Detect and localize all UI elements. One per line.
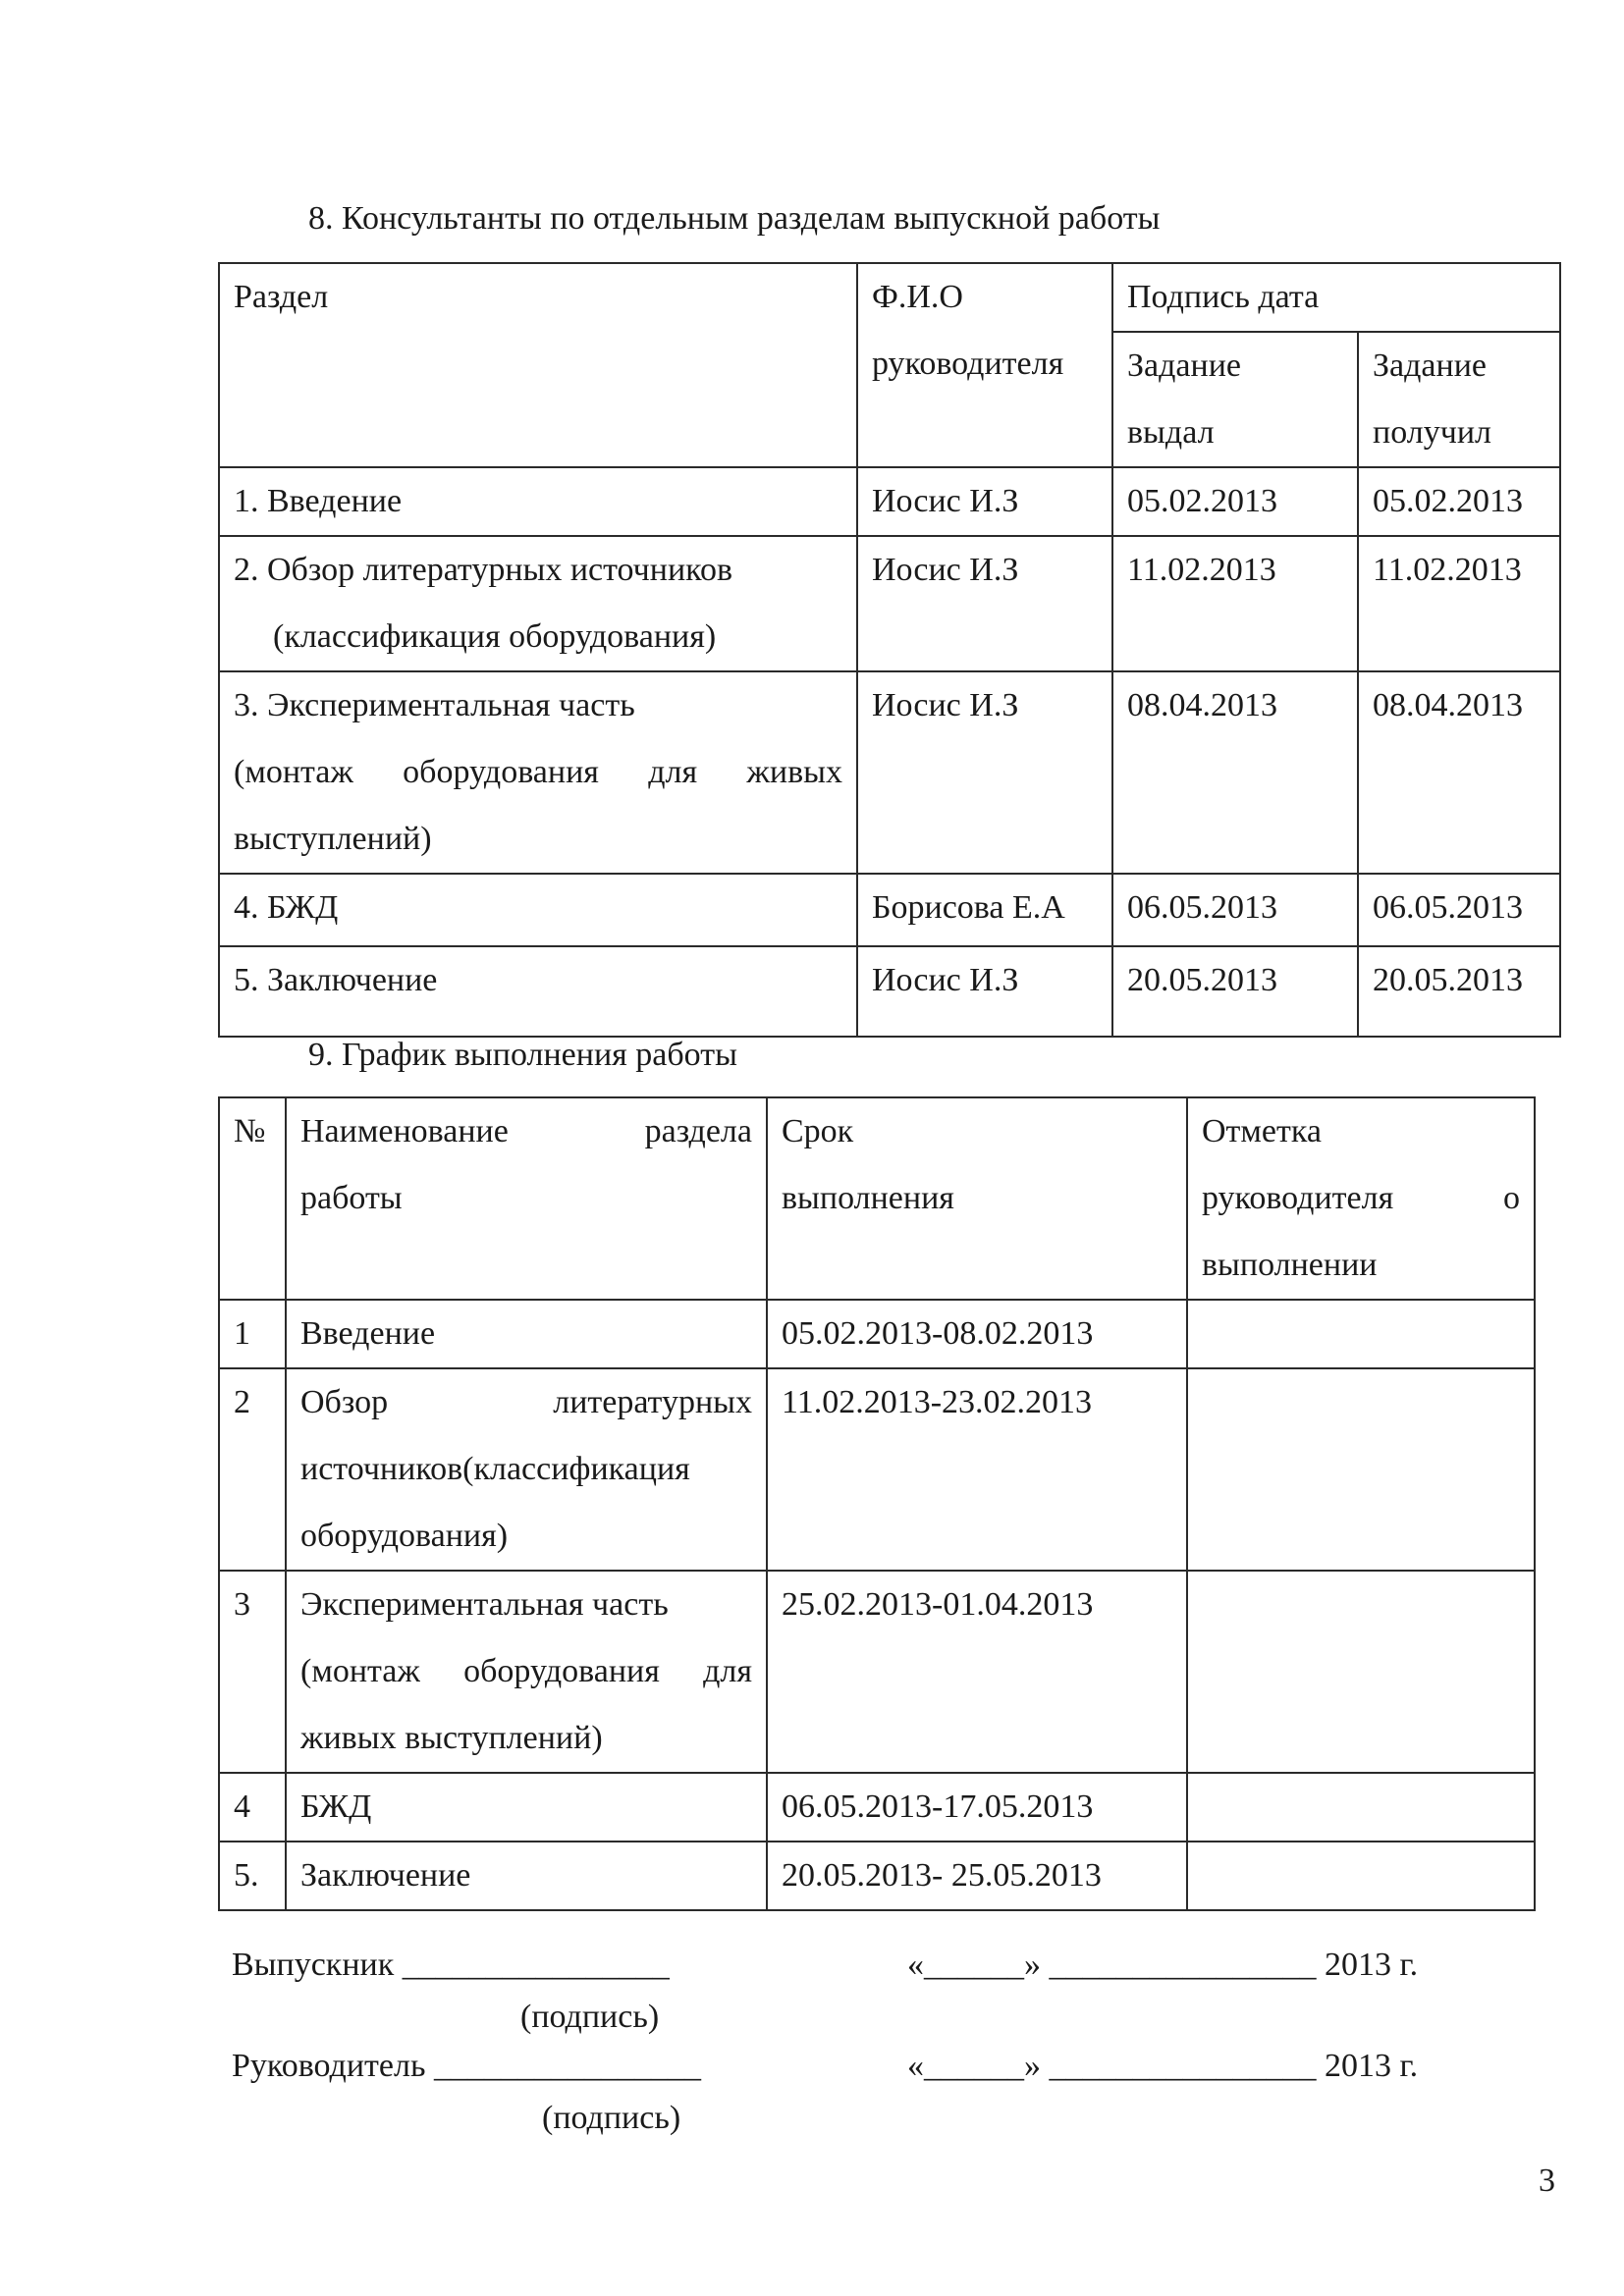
fio-cell: Иосис И.З (857, 946, 1112, 1037)
term-cell: 20.05.2013- 25.05.2013 (767, 1842, 1187, 1910)
name-line: (монтаж оборудования для (300, 1653, 752, 1689)
header-num: № (219, 1097, 286, 1300)
header-term (767, 1097, 1187, 1300)
graduate-signature-caption: (подпись) (520, 1999, 660, 2035)
term-cell: 06.05.2013-17.05.2013 (767, 1773, 1187, 1842)
name-cell: БЖД (286, 1773, 767, 1842)
fio-cell: Иосис И.З (857, 536, 1112, 671)
num-cell: 3 (219, 1571, 286, 1773)
name-cell: Введение (286, 1300, 767, 1368)
name-line: Обзор литературных (300, 1384, 752, 1420)
header-section: Раздел (219, 263, 857, 467)
table-row (219, 1773, 1535, 1842)
schedule-header-row (219, 1097, 1535, 1300)
issued-cell: 05.02.2013 (1112, 467, 1358, 536)
header-received-line2: получил (1373, 414, 1491, 451)
received-cell: 11.02.2013 (1358, 536, 1560, 671)
header-term-line2: выполнения (782, 1180, 954, 1216)
table-row (219, 874, 1560, 946)
received-cell: 08.04.2013 (1358, 671, 1560, 874)
header-fio-line2: руководителя (872, 346, 1064, 382)
section-line: 3. Экспериментальная часть (234, 687, 635, 723)
mark-cell (1187, 1571, 1535, 1773)
fio-cell: Иосис И.З (857, 671, 1112, 874)
header-name (286, 1097, 767, 1300)
schedule-table (218, 1096, 1536, 1911)
header-mark (1187, 1097, 1535, 1300)
header-fio-line1: Ф.И.О (872, 279, 963, 315)
supervisor-signature-line: Руководитель ________________ (232, 2048, 701, 2084)
section-cell: 1. Введение (219, 467, 857, 536)
fio-cell: Иосис И.З (857, 467, 1112, 536)
header-issued-line2: выдал (1127, 414, 1215, 451)
section-cell (219, 536, 857, 671)
mark-cell (1187, 1300, 1535, 1368)
table-row (219, 536, 1560, 671)
consultants-table (218, 262, 1561, 1038)
section-8-title: 8. Консультанты по отдельным разделам выпускной работы (308, 200, 1161, 237)
name-line: Экспериментальная часть (300, 1586, 669, 1623)
header-name-line2: работы (300, 1180, 403, 1216)
mark-cell (1187, 1842, 1535, 1910)
table-row (219, 671, 1560, 874)
name-line: живых выступлений) (300, 1720, 603, 1756)
table-row (219, 946, 1560, 1037)
table-row (219, 1368, 1535, 1571)
term-cell: 05.02.2013-08.02.2013 (767, 1300, 1187, 1368)
section-line: 2. Обзор литературных источников (234, 552, 733, 588)
header-issued-line1: Задание (1127, 347, 1241, 384)
section-line: (классификация оборудования) (273, 618, 717, 655)
name-line: источников(классификация (300, 1451, 690, 1487)
graduate-signature-line: Выпускник ________________ (232, 1947, 670, 1983)
name-cell (286, 1368, 767, 1571)
section-cell (219, 671, 857, 874)
header-fio (857, 263, 1112, 467)
fio-cell: Борисова Е.А (857, 874, 1112, 946)
num-cell: 1 (219, 1300, 286, 1368)
table-row (219, 1842, 1535, 1910)
mark-cell (1187, 1368, 1535, 1571)
section-cell: 4. БЖД (219, 874, 857, 946)
header-mark-line1: Отметка (1202, 1113, 1322, 1149)
page-number: 3 (1539, 2163, 1555, 2199)
name-line: оборудования) (300, 1518, 509, 1554)
issued-cell: 11.02.2013 (1112, 536, 1358, 671)
term-cell: 25.02.2013-01.04.2013 (767, 1571, 1187, 1773)
name-cell: Заключение (286, 1842, 767, 1910)
mark-cell (1187, 1773, 1535, 1842)
num-cell: 5. (219, 1842, 286, 1910)
header-signature-date: Подпись дата (1112, 263, 1560, 332)
supervisor-signature-caption: (подпись) (542, 2100, 681, 2136)
section-9-title: 9. График выполнения работы (308, 1037, 737, 1073)
num-cell: 2 (219, 1368, 286, 1571)
header-issued (1112, 332, 1358, 467)
issued-cell: 06.05.2013 (1112, 874, 1358, 946)
section-line: (монтаж оборудования для живых (234, 754, 842, 790)
num-cell: 4 (219, 1773, 286, 1842)
header-mark-line2: руководителя о (1202, 1180, 1520, 1216)
section-line: выступлений) (234, 821, 432, 857)
name-cell (286, 1571, 767, 1773)
received-cell: 20.05.2013 (1358, 946, 1560, 1037)
graduate-date-line: «______» ________________ 2013 г. (907, 1947, 1419, 1983)
header-received (1358, 332, 1560, 467)
header-name-line1: Наименование раздела (300, 1113, 752, 1149)
header-mark-line3: выполнении (1202, 1247, 1378, 1283)
table-row (219, 1300, 1535, 1368)
received-cell: 05.02.2013 (1358, 467, 1560, 536)
section-cell: 5. Заключение (219, 946, 857, 1037)
term-cell: 11.02.2013-23.02.2013 (767, 1368, 1187, 1571)
header-term-line1: Срок (782, 1113, 854, 1149)
table-row (219, 467, 1560, 536)
supervisor-date-line: «______» ________________ 2013 г. (907, 2048, 1419, 2084)
header-received-line1: Задание (1373, 347, 1487, 384)
table-row (219, 1571, 1535, 1773)
issued-cell: 08.04.2013 (1112, 671, 1358, 874)
issued-cell: 20.05.2013 (1112, 946, 1358, 1037)
received-cell: 06.05.2013 (1358, 874, 1560, 946)
